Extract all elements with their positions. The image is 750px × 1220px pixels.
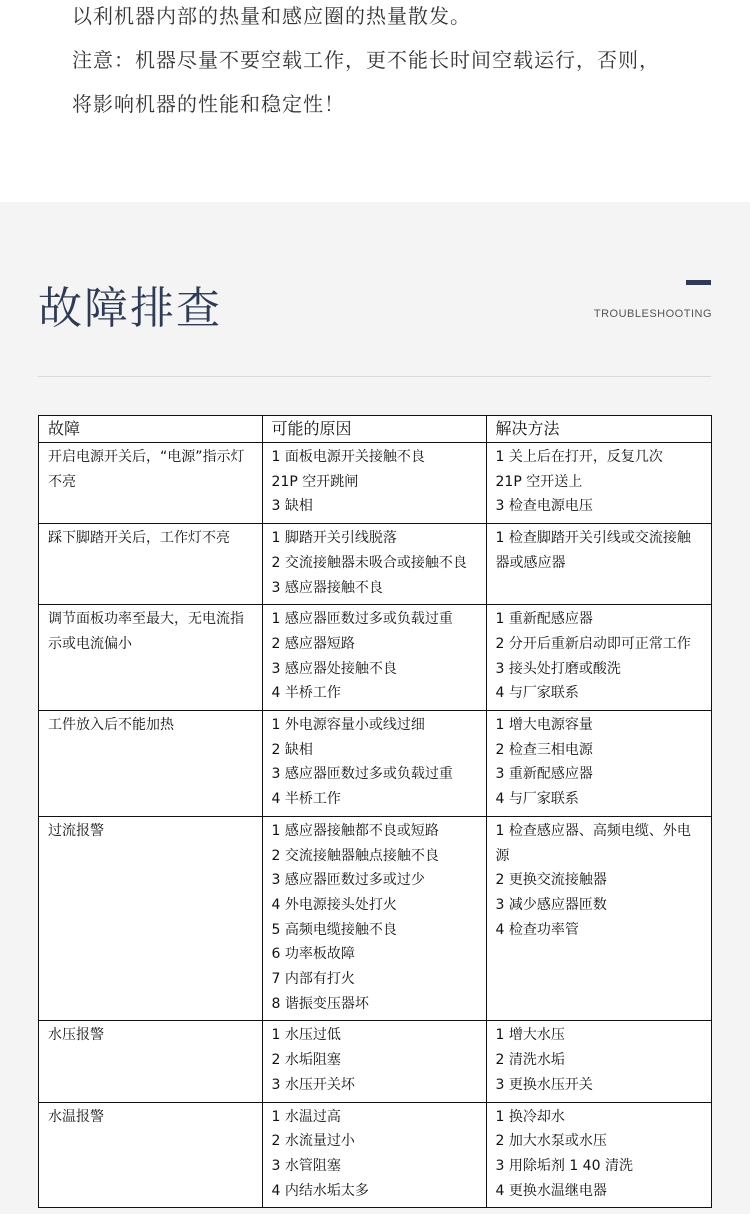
solution-item: 4 更换水温继电器 (495, 1182, 607, 1199)
fault-text: 水温报警 (48, 1108, 104, 1125)
solution-item: 3 用除垢剂 1 40 清洗 (495, 1157, 633, 1174)
fault-cell (39, 1102, 263, 1208)
fault-text: 工件放入后不能加热 (48, 717, 174, 734)
troubleshooting-section (0, 202, 750, 1214)
fault-cell (39, 816, 263, 1021)
cause-item: 4 内结水垢太多 (271, 1182, 369, 1199)
fault-text: 水压报警 (48, 1027, 104, 1044)
cause-item: 2 水垢阻塞 (271, 1052, 341, 1069)
solution-item: 21P 空开送上 (495, 473, 583, 490)
cause-item: 7 内部有打火 (271, 971, 355, 988)
solutions-cell (486, 816, 711, 1021)
section-divider (38, 376, 711, 377)
fault-cell (39, 1021, 263, 1102)
solutions-cell (486, 711, 711, 817)
cause-item: 1 外电源容量小或线过细 (271, 717, 425, 734)
cause-item: 2 缺相 (271, 741, 313, 758)
cause-item: 3 感应器接触不良 (271, 579, 383, 596)
solution-item: 3 接头处打磨或酸洗 (495, 660, 621, 677)
causes-cell (262, 605, 486, 711)
table-row (39, 1021, 712, 1102)
section-subtitle-en: TROUBLESHOOTING (593, 308, 712, 320)
cause-item: 1 脚踏开关引线脱落 (271, 530, 397, 547)
solution-item: 2 更换交流接触器 (495, 872, 607, 889)
troubleshooting-table (38, 415, 712, 1208)
cause-item: 1 面板电源开关接触不良 (271, 449, 425, 465)
cause-item: 4 半桥工作 (271, 685, 341, 702)
cause-item: 8 谐振变压器坏 (271, 995, 369, 1012)
section-title: 故障排查 (38, 283, 222, 334)
table-row (39, 443, 712, 524)
cause-item: 1 水温过高 (271, 1108, 341, 1125)
solution-item: 3 减少感应器匝数 (495, 896, 607, 913)
table-row (39, 711, 712, 817)
solution-item: 1 增大水压 (495, 1027, 565, 1044)
solution-item: 1 检查脚踏开关引线或交流接触器或感应器 (495, 530, 691, 571)
fault-cell (39, 711, 263, 817)
header-causes: 可能的原因 (262, 416, 486, 443)
cause-item: 3 感应器匝数过多或过少 (271, 872, 425, 889)
cause-item: 1 感应器接触都不良或短路 (271, 822, 439, 839)
solutions-cell (486, 1102, 711, 1208)
solution-item: 1 重新配感应器 (495, 611, 593, 628)
cause-item: 21P 空开跳闸 (271, 473, 359, 490)
solutions-cell (486, 443, 711, 524)
causes-cell (262, 816, 486, 1021)
title-accent-bar (686, 280, 711, 285)
fault-cell (39, 605, 263, 711)
fault-text: 踩下脚踏开关后，工作灯不亮 (48, 530, 230, 547)
solution-item: 2 分开后重新启动即可正常工作 (495, 635, 691, 652)
cause-item: 2 感应器短路 (271, 635, 355, 652)
causes-cell (262, 1021, 486, 1102)
solution-item: 4 与厂家联系 (495, 685, 579, 702)
solution-item: 1 换冷却水 (495, 1108, 565, 1125)
cause-item: 3 水管阻塞 (271, 1157, 341, 1174)
cause-item: 2 交流接触器未吸合或接触不良 (271, 554, 467, 571)
solution-item: 4 与厂家联系 (495, 791, 579, 808)
table-row (39, 605, 712, 711)
cause-item: 6 功率板故障 (271, 946, 355, 963)
cause-item: 2 水流量过小 (271, 1133, 355, 1150)
cause-item: 3 水压开关坏 (271, 1076, 355, 1093)
solution-item: 1 增大电源容量 (495, 717, 593, 734)
fault-text: 过流报警 (48, 822, 104, 839)
cause-item: 3 感应器匝数过多或负载过重 (271, 766, 453, 783)
causes-cell (262, 443, 486, 524)
solution-item: 1 检查感应器、高频电缆、外电源 (495, 822, 691, 864)
cause-item: 2 交流接触器触点接触不良 (271, 847, 439, 864)
table-body (39, 443, 712, 1208)
intro-line: 注意：机器尽量不要空载工作，更不能长时间空载运行，否则， (72, 48, 660, 72)
table-header-row (39, 416, 712, 443)
intro-line: 将影响机器的性能和稳定性！ (72, 92, 345, 116)
solution-item: 4 检查功率管 (495, 921, 579, 938)
solution-item: 1 关上后在打开，反复几次 (495, 449, 663, 465)
solution-item: 2 检查三相电源 (495, 741, 593, 758)
solutions-cell (486, 524, 711, 605)
fault-text: 开启电源开关后，“电源”指示灯不亮 (48, 449, 245, 490)
solution-item: 3 检查电源电压 (495, 498, 593, 515)
fault-cell (39, 443, 263, 524)
solution-item: 3 更换水压开关 (495, 1076, 593, 1093)
header-solutions: 解决方法 (486, 416, 711, 443)
table-row (39, 816, 712, 1021)
solutions-cell (486, 1021, 711, 1102)
solution-item: 2 清洗水垢 (495, 1052, 565, 1069)
solutions-cell (486, 605, 711, 711)
fault-cell (39, 524, 263, 605)
causes-cell (262, 1102, 486, 1208)
causes-cell (262, 711, 486, 817)
intro-line: 以利机器内部的热量和感应圈的热量散发。 (72, 4, 471, 28)
table-row (39, 1102, 712, 1208)
intro-block (0, 0, 750, 202)
cause-item: 5 高频电缆接触不良 (271, 921, 397, 938)
cause-item: 3 感应器处接触不良 (271, 660, 397, 677)
solution-item: 3 重新配感应器 (495, 766, 593, 783)
cause-item: 1 水压过低 (271, 1027, 341, 1044)
fault-text: 调节面板功率至最大，无电流指示或电流偏小 (48, 611, 244, 652)
header-fault: 故障 (39, 416, 263, 443)
cause-item: 1 感应器匝数过多或负载过重 (271, 611, 453, 628)
table-row (39, 524, 712, 605)
cause-item: 4 半桥工作 (271, 791, 341, 808)
causes-cell (262, 524, 486, 605)
cause-item: 4 外电源接头处打火 (271, 896, 397, 913)
cause-item: 3 缺相 (271, 498, 313, 515)
solution-item: 2 加大水泵或水压 (495, 1133, 607, 1150)
